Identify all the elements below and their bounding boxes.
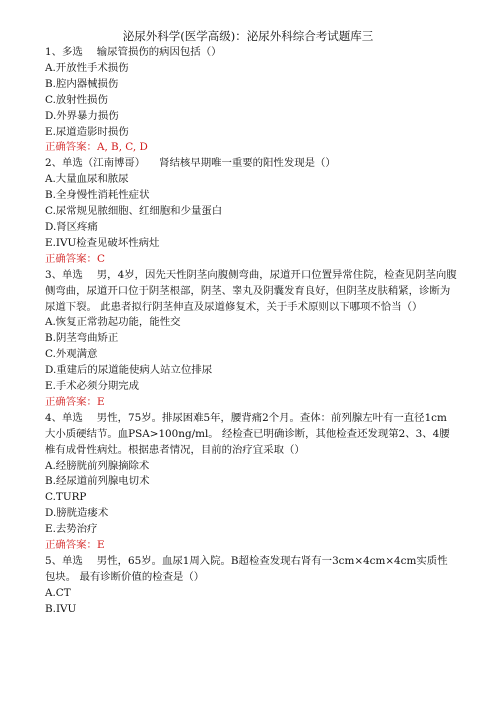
question-number-type: 1、多选 [45,46,83,58]
option-a: A.开放性手术损伤 [45,61,129,74]
option-b: B.全身慢性消耗性症状 [45,189,150,202]
option-b: B.IVU [45,602,77,615]
question-list [45,45,457,618]
question-5 [45,554,457,618]
option-b: B.阴茎弯曲矫正 [45,332,119,345]
option-a: A.经膀胱前列腺摘除术 [45,459,150,472]
option-a: A.大量血尿和脓尿 [45,173,129,186]
option-b: B.腔内器械损伤 [45,77,119,90]
correct-answer: 正确答案：E [45,539,105,552]
correct-answer: 正确答案：C [45,252,105,265]
question-2 [45,156,457,267]
question-stem: 1、多选 输尿管损伤的病因包括（） [45,46,222,58]
correct-answer: 正确答案：A, B, C, D [45,141,148,154]
option-b: B.经尿道前列腺电切术 [45,475,150,488]
option-d: D.肾区疼痛 [45,220,98,233]
question-number-type: 2、单选（江南博哥） [45,157,146,170]
option-d: D.重建后的尿道能使病人站立位排尿 [45,364,213,377]
option-e: E.尿道造影时损伤 [45,125,129,138]
question-stem: 4、单选 男性，75岁。排尿困难5年，腰背痛2个月。查体：前列腺左叶有一直径1cm大小质硬结节。血PSA>100ng/ml。 经检查已明确诊断，其他检查还发现第2、3、4腰椎有成骨性病灶。根据患者情况，目前的治疗宜采取（） [45,411,450,456]
question-stem: 5、单选 男性，65岁。血尿1周入院。B超检查发现右肾有一3cm×4cm×4cm实质性包块。 最有诊断价值的检查是（） [45,555,448,583]
option-c: C.放射性损伤 [45,93,108,106]
option-a: A.CT [45,586,71,599]
option-e: E.手术必须分期完成 [45,380,140,393]
question-4 [45,411,457,554]
document-title: 泌尿外科学(医学高级)：泌尿外科综合考试题库三 [122,29,374,43]
option-d: D.膀胱造瘘术 [45,507,109,520]
option-c: C.TURP [45,491,87,504]
question-stem: 3、单选 男，4岁，因先天性阴茎向腹侧弯曲，尿道开口位置异常住院，检查见阴茎向腹侧弯曲，尿道开口位于阴茎根部，阴茎、睾丸及阴囊发育良好，但阴茎皮肤稍紧，诊断为尿道下裂。 此患者拟行阴茎伸直及尿道修复术，关于手术原则以下哪项不恰当（） [45,268,457,313]
question-stem: 2、单选（江南博哥） 肾结核早期唯一重要的阳性发现是（） [45,157,336,170]
option-c: C.尿常规见脓细胞、红细胞和少量蛋白 [45,205,223,218]
question-number-type: 5、单选 [45,555,83,567]
question-3 [45,268,457,411]
option-d: D.外界暴力损伤 [45,109,119,122]
option-a: A.恢复正常勃起功能，能性交 [45,316,181,329]
question-1 [45,45,457,156]
correct-answer: 正确答案：E [45,395,105,408]
option-e: E.IVU检查见破坏性病灶 [45,236,160,249]
question-number-type: 3、单选 [45,268,83,281]
option-c: C.外观满意 [45,348,98,361]
option-e: E.去势治疗 [45,523,98,536]
question-number-type: 4、单选 [45,411,83,424]
